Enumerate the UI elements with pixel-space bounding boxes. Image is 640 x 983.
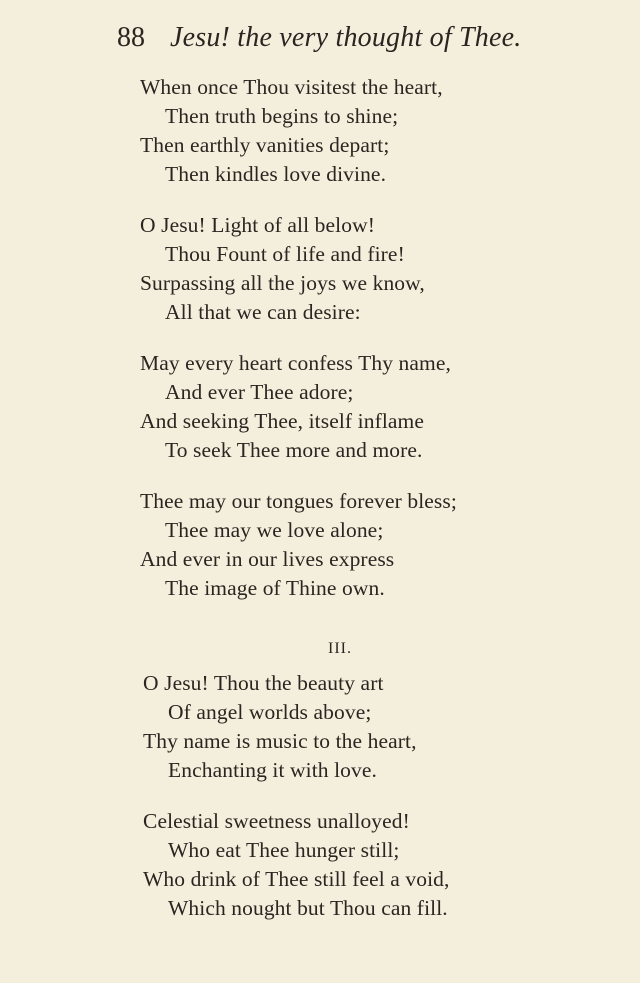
verse-line: Who eat Thee hunger still; xyxy=(168,838,400,862)
verse-line: Thee may we love alone; xyxy=(165,518,384,542)
stanza-5 xyxy=(140,669,560,785)
stanza-1 xyxy=(140,73,560,189)
stanza-3 xyxy=(140,349,560,465)
verse-line: And ever Thee adore; xyxy=(165,380,354,404)
verse-line: Then truth begins to shine; xyxy=(165,104,399,128)
verse-line: Celestial sweetness unalloyed! xyxy=(143,809,410,833)
verse-line: Who drink of Thee still feel a void, xyxy=(143,867,450,891)
verse-line: Which nought but Thou can fill. xyxy=(168,896,448,920)
verse-line: O Jesu! Thou the beauty art xyxy=(143,671,384,695)
verse-line: O Jesu! Light of all below! xyxy=(140,213,375,237)
running-title: Jesu! the very thought of Thee. xyxy=(170,22,522,53)
verse-line: Surpassing all the joys we know, xyxy=(140,271,425,295)
page-number: 88 xyxy=(117,22,145,53)
verse-line: And seeking Thee, itself inflame xyxy=(140,409,425,433)
verse-line: And ever in our lives express xyxy=(140,547,395,571)
stanza-4 xyxy=(140,487,560,603)
verse-line: To seek Thee more and more. xyxy=(165,438,423,462)
stanza-6 xyxy=(140,807,560,923)
section-number: III. xyxy=(328,640,352,657)
verse-line: Then earthly vanities depart; xyxy=(140,133,390,157)
verse-line: Thee may our tongues forever bless; xyxy=(140,489,457,513)
verse-line: Thou Fount of life and fire! xyxy=(165,242,405,266)
verse-line: May every heart confess Thy name, xyxy=(140,351,451,375)
stanza-2 xyxy=(140,211,560,327)
running-header xyxy=(117,22,537,62)
verse-line: Enchanting it with love. xyxy=(168,758,378,782)
verse-line: When once Thou visitest the heart, xyxy=(140,75,443,99)
verse-line: Thy name is music to the heart, xyxy=(143,729,417,753)
verse-line: Of angel worlds above; xyxy=(168,700,372,724)
verse-line: The image of Thine own. xyxy=(165,576,385,600)
verse-line: Then kindles love divine. xyxy=(165,162,387,186)
verse-line: All that we can desire: xyxy=(165,300,361,324)
